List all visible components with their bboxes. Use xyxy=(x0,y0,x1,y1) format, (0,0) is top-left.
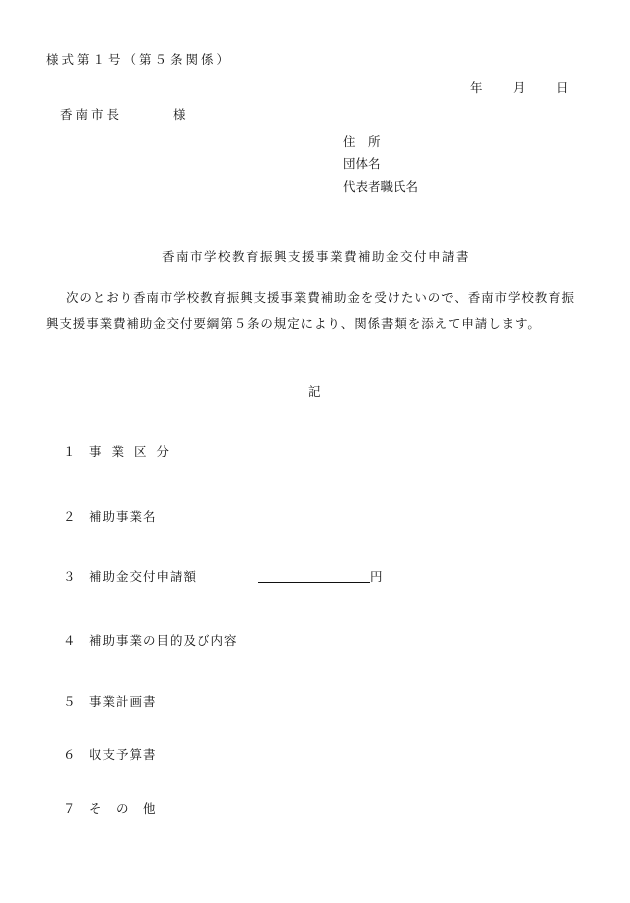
item-number: ４ xyxy=(63,633,76,648)
date-year: 年 xyxy=(470,80,483,95)
date-month: 月 xyxy=(513,80,526,95)
item-label: 補助金交付申請額 xyxy=(89,569,198,584)
amount-blank[interactable] xyxy=(258,569,370,583)
item-label: 補助事業の目的及び内容 xyxy=(89,633,238,648)
body-paragraph: 次のとおり香南市学校教育振興支援事業費補助金を受けたいので、香南市学校教育振興支援事業費補助金交付要綱第５条の規定により、関係書類を添えて申請します。 xyxy=(46,290,575,331)
item-label: そ の 他 xyxy=(89,801,157,816)
amount-unit: 円 xyxy=(370,569,383,584)
item-number: ５ xyxy=(63,694,76,709)
address-label: 住 所 xyxy=(343,134,381,149)
item-label: 事 業 区 分 xyxy=(89,444,172,459)
date-day: 日 xyxy=(556,80,569,95)
representative-label: 代表者職氏名 xyxy=(343,179,419,194)
item-label: 補助事業名 xyxy=(89,509,157,524)
item-label: 収支予算書 xyxy=(89,747,157,762)
form-number: 様式第１号（第５条関係） xyxy=(46,52,233,67)
addressee-name: 香南市長 xyxy=(60,107,123,122)
item-number: ６ xyxy=(63,747,76,762)
ki-heading: 記 xyxy=(308,384,321,399)
item-number: ７ xyxy=(63,801,76,816)
organization-label: 団体名 xyxy=(343,156,381,171)
item-number: ２ xyxy=(63,509,76,524)
item-label: 事業計画書 xyxy=(89,694,157,709)
addressee-honorific: 様 xyxy=(173,107,186,122)
item-number: ３ xyxy=(63,569,76,584)
document-title: 香南市学校教育振興支援事業費補助金交付申請書 xyxy=(162,249,471,264)
item-number: １ xyxy=(63,444,76,459)
